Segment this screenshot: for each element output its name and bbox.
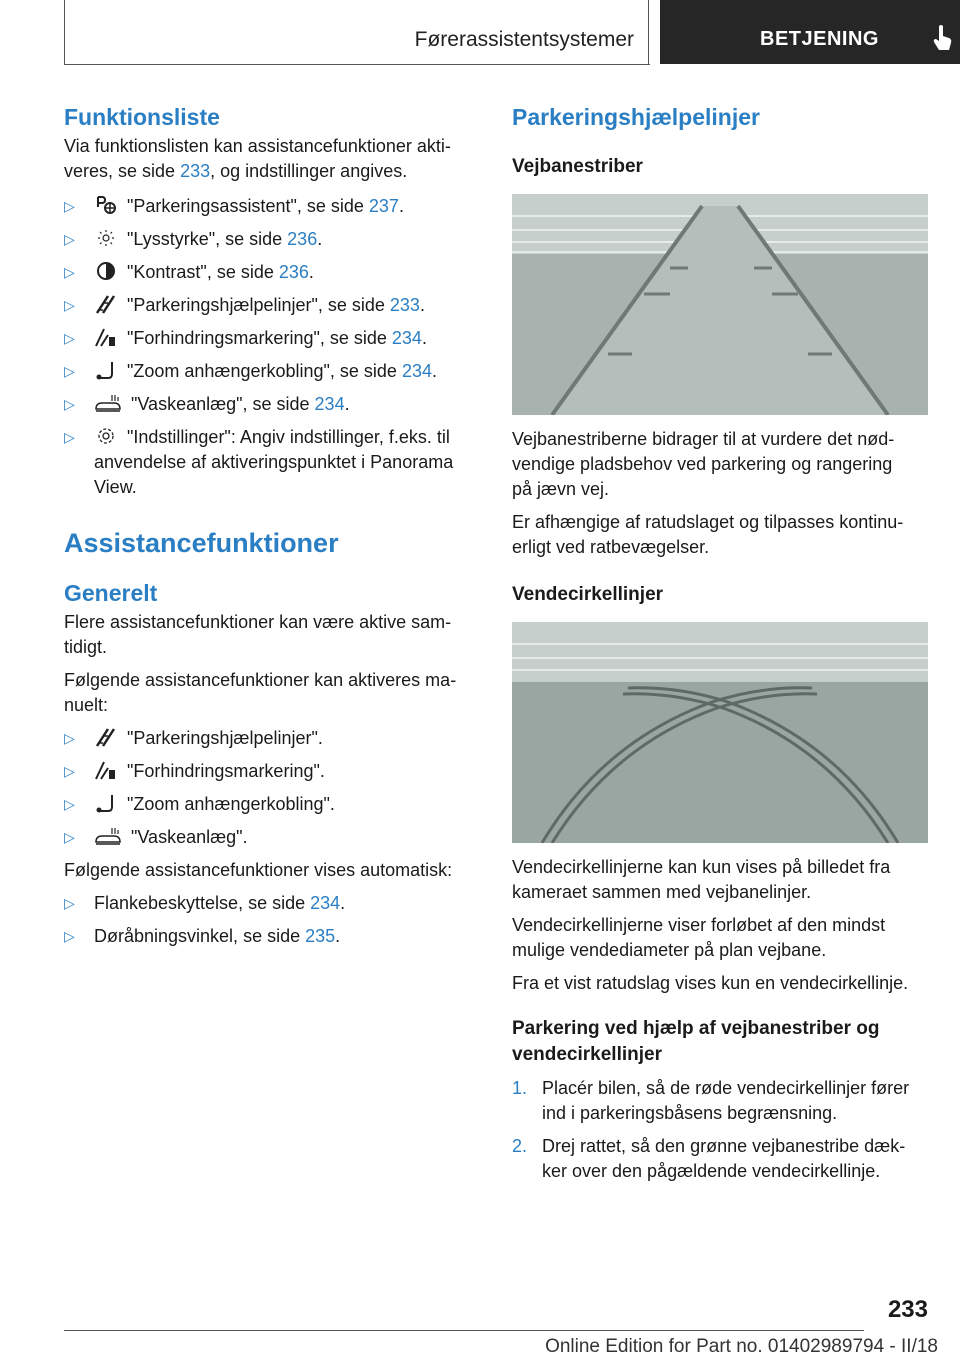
parking-assistant-icon <box>94 195 118 215</box>
lane-lines-illustration <box>512 194 928 415</box>
assistancefunktioner-heading: Assistancefunktioner <box>64 528 339 558</box>
list-item: ▷ "Parkeringshjælpelinjer", se side 233. <box>64 295 425 315</box>
obstacle-marking-icon <box>94 760 118 780</box>
obstacle-marking-icon <box>94 327 118 347</box>
page-link[interactable]: 234 <box>391 328 422 348</box>
function-list <box>64 194 479 500</box>
page-link[interactable]: 233 <box>389 295 420 315</box>
list-item: ▷ "Lysstyrke", se side 236. <box>64 229 323 249</box>
list-item: ▷ "Parkeringshjælpelinjer". <box>64 728 323 748</box>
vendecirkellinjer-heading: Vendecirkellinjer <box>512 584 664 605</box>
parking-lines-icon <box>94 727 118 747</box>
page-link[interactable]: 236 <box>278 262 309 282</box>
header-section-box <box>64 0 649 64</box>
parking-lines-icon <box>94 294 118 314</box>
header-rule <box>64 64 650 65</box>
parkering-heading: Parkering ved hjælp af vejbanestriber og vendecirkellinjer <box>512 1018 880 1065</box>
list-item: ▷ "Parkeringsassistent", se side 237. <box>64 196 404 216</box>
trailer-hitch-icon <box>94 793 118 813</box>
contrast-icon <box>94 261 118 281</box>
list-item: ▷ Flankebeskyttelse, se side 234. <box>64 893 346 913</box>
vende-para-1: Vendecirkellinjerne kan kun vises på billedet fra kameraet sammen med vejbanelinjer. <box>512 857 891 902</box>
list-item: ▷ "Zoom anhængerkobling". <box>64 794 335 814</box>
list-item: ▷ "Indstillinger": Angiv indstillinger, f.eks. til anvendelse af aktiveringspunktet i Panorama View. <box>64 427 454 497</box>
turning-circle-illustration <box>512 622 928 843</box>
left-column <box>64 100 479 949</box>
page-link[interactable]: 234 <box>310 893 341 913</box>
funktionsliste-heading: Funktionsliste <box>64 104 220 130</box>
vende-para-2: Vendecirkellinjerne viser forløbet af den mindst mulige vendediameter på plan vejbane. <box>512 915 886 960</box>
page-number: 233 <box>887 1296 928 1323</box>
generelt-para-1: Flere assistancefunktioner kan være aktive sam- tidigt. <box>64 612 452 657</box>
brightness-icon <box>94 228 118 248</box>
list-item: ▷ "Forhindringsmarkering", se side 234. <box>64 328 427 348</box>
auto-intro: Følgende assistancefunktioner vises automatisk: <box>64 860 453 880</box>
trailer-hitch-icon <box>94 360 118 380</box>
list-item: ▷ Døråbningsvinkel, se side 235. <box>64 926 341 946</box>
list-item: ▷ "Vaskeanlæg", se side 234. <box>64 394 350 414</box>
steps-list <box>512 1076 927 1184</box>
car-wash-icon <box>94 393 122 413</box>
list-item: ▷ "Vaskeanlæg". <box>64 827 248 847</box>
page-link[interactable]: 233 <box>180 161 211 181</box>
list-item: 1. Placér bilen, så de røde vendecirkellinjer fører ind i parkeringsbåsens begrænsning. <box>512 1078 910 1123</box>
vende-para-3: Fra et vist ratudslag vises kun en vendecirkellinje. <box>512 973 909 993</box>
page-link[interactable]: 234 <box>314 394 345 414</box>
page-link[interactable]: 237 <box>368 196 399 216</box>
generelt-heading: Generelt <box>64 580 158 606</box>
vej-para-1: Vejbanestriberne bidrager til at vurdere det nød- vendige pladsbehov ved parkering og rangering på jævn vej. <box>512 429 895 499</box>
funk-intro-line-2: veres, se side 233, og indstillinger angives. <box>64 161 408 181</box>
page-link[interactable]: 235 <box>305 926 336 946</box>
hand-pointer-icon <box>932 24 954 52</box>
car-wash-icon <box>94 826 122 846</box>
vejbanestriber-heading: Vejbanestriber <box>512 156 643 177</box>
parkeringshjaelpelinjer-heading: Parkeringshjælpelinjer <box>512 104 760 130</box>
footer-rule <box>64 1330 864 1331</box>
list-item: ▷ "Zoom anhængerkobling", se side 234. <box>64 361 437 381</box>
page-link[interactable]: 236 <box>287 229 318 249</box>
header-chapter-box <box>660 0 960 64</box>
vej-para-2: Er afhængige af ratudslaget og tilpasses kontinu- erligt ved ratbevægelser. <box>512 512 904 557</box>
header-chapter-title: BETJENING <box>760 28 879 50</box>
manual-function-list <box>64 726 479 850</box>
list-item: ▷ "Forhindringsmarkering". <box>64 761 325 781</box>
generelt-para-2: Følgende assistancefunktioner kan aktiveres ma- nuelt: <box>64 670 457 715</box>
page-link[interactable]: 234 <box>401 361 432 381</box>
footer-edition: Online Edition for Part no. 01402989794 - II/18 <box>545 1336 938 1357</box>
auto-function-list <box>64 891 479 949</box>
list-item: ▷ "Kontrast", se side 236. <box>64 262 314 282</box>
funk-intro-line-1: Via funktionslisten kan assistancefunktioner akti- <box>64 136 451 156</box>
list-item: 2. Drej rattet, så den grønne vejbanestribe dæk- ker over den pågældende vendecirkellinje. <box>512 1136 906 1181</box>
header-section-title: Førerassistentsystemer <box>414 28 634 51</box>
right-column <box>512 100 927 1184</box>
gear-icon <box>94 426 118 446</box>
